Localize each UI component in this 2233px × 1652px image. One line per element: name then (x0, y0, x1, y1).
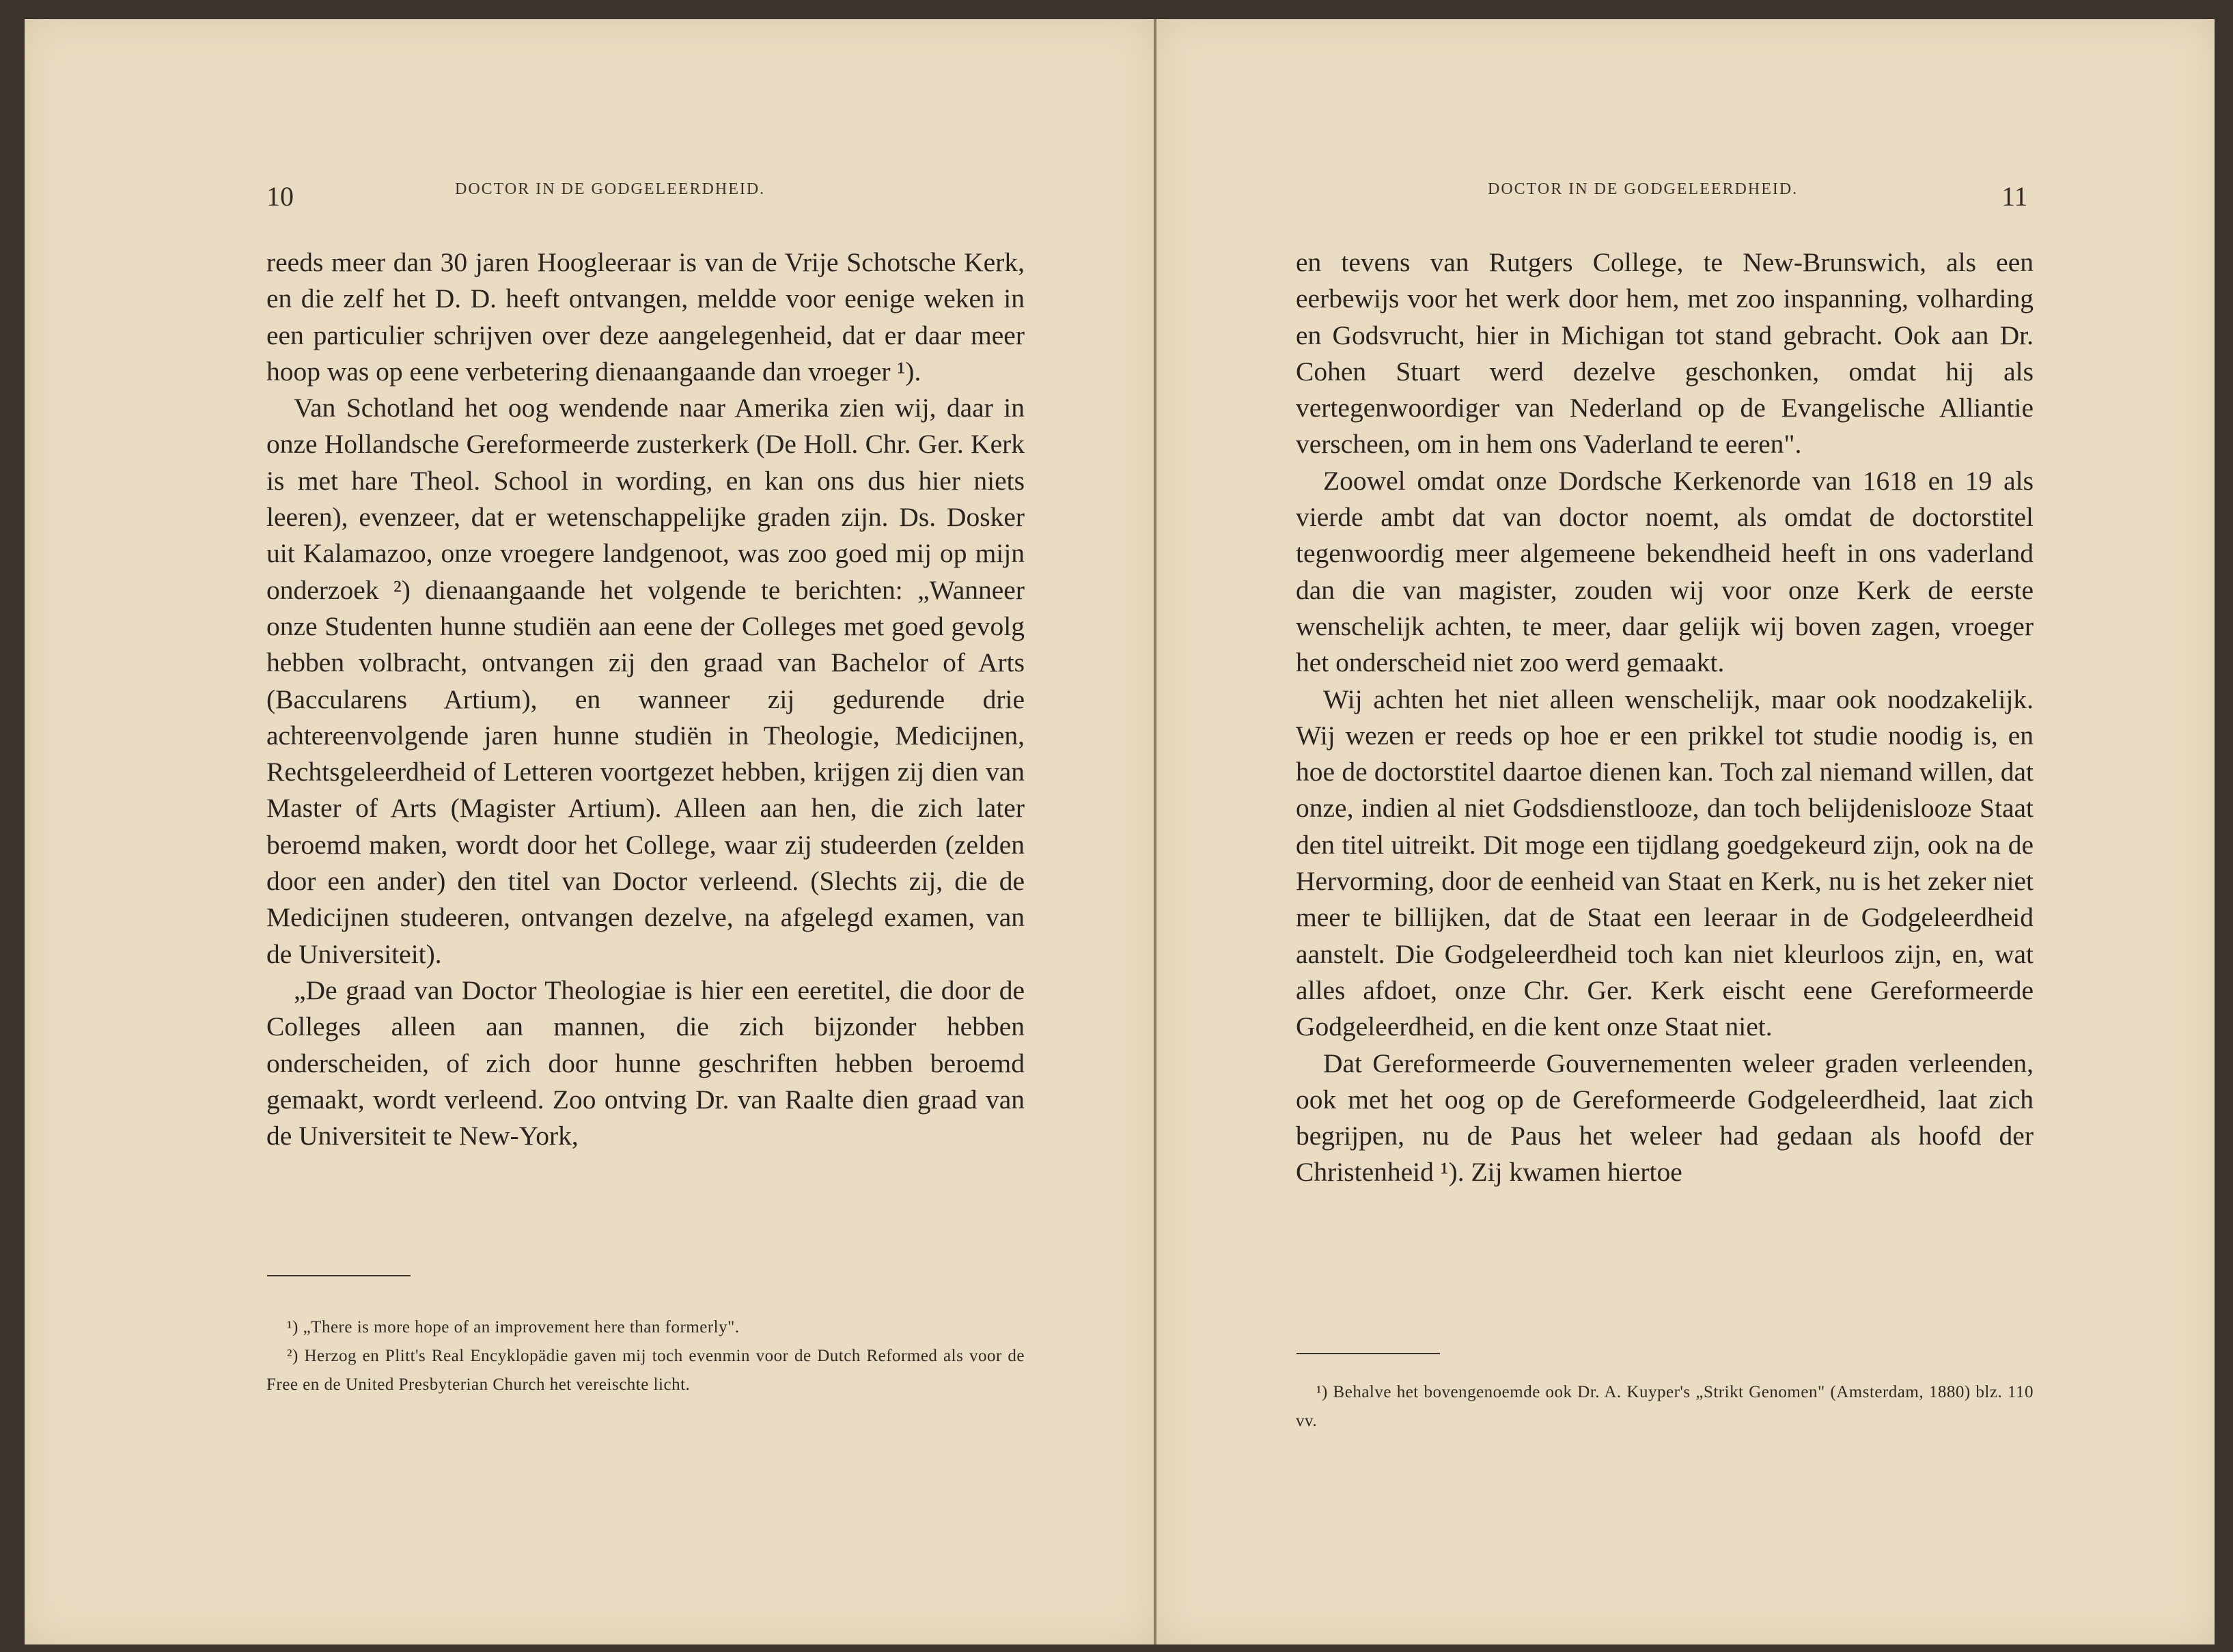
left-footnotes (266, 1313, 1025, 1399)
right-paragraph-3: Wij achten het niet alleen wenschelijk, maar ook noodzakelijk. Wij wezen er reeds op hoe er een prikkel tot studie noodig is, en hoe de doctorstitel daartoe dienen kan. Toch zal niemand willen, dat onze, indien al niet Godsdienstlooze, dan toch belijdenislooze Staat den titel uitreikt. Dit moge een tijdlang goedgekeurd zijn, ook na de Hervorming, door de eenheid van Staat en Kerk, nu is het zeker niet meer te billijken, dat de Staat een leeraar in de Godgeleerdheid aanstelt. Die Godgeleerdheid toch kan niet kleurloos zijn, en, wat alles afdoet, onze Chr. Ger. Kerk eischt eene Gereformeerde Godgeleerdheid, en die kent onze Staat niet. (1296, 684, 2034, 1042)
right-page-number: 11 (2001, 181, 2028, 212)
left-running-header: DOCTOR IN DE GODGELEERDHEID. (455, 180, 766, 198)
left-paragraph-3: „De graad van Doctor Theologiae is hier een eeretitel, die door de Colleges alleen aan mannen, die zich bijzonder hebben onderscheiden, of zich door hunne geschriften hebben beroemd gemaakt, wordt verleend. Zoo ontving Dr. van Raalte dien graad van de Universiteit te New-York, (266, 975, 1025, 1151)
right-paragraph-1: en tevens van Rutgers College, te New-Brunswich, als een eerbewijs voor het werk door hem, met zoo inspanning, volharding en Godsvrucht, hier in Michigan tot stand gebracht. Ook aan Dr. Cohen Stuart werd dezelve geschonken, omdat hij als vertegenwoordiger van Nederland op de Evangelische Alliantie verscheen, om in hem ons Vaderland te eeren". (1296, 247, 2034, 460)
left-paragraph-2: Van Schotland het oog wendende naar Amerika zien wij, daar in onze Hollandsche Gereformeerde zusterkerk (De Holl. Chr. Ger. Kerk is met hare Theol. School in wording, en kan ons dus hier niets leeren), evenzeer, dat er wetenschappelijke graden zijn. Ds. Dosker uit Kalamazoo, onze vroegere landgenoot, was zoo goed mij op mijn onderzoek ²) dienaangaande het volgende te berichten: „Wanneer onze Studenten hunne studiën aan eene der Colleges met goed gevolg hebben volbracht, ontvangen zij den graad van Bachelor of Arts (Baccularens Artium), en wanneer zij gedurende drie achtereenvolgende jaren hunne studiën in Theologie, Medicijnen, Rechtsgeleerdheid of Letteren voortgezet hebben, krijgen zij dien van Master of Arts (Magister Artium). Alleen aan hen, die zich later beroemd maken, wordt door het College, waar zij studeerden (zelden door een ander) den titel van Doctor verleend. (Slechts zij, die de Medicijnen studeeren, ontvangen dezelve, na afgelegd examen, van de Universiteit). (266, 393, 1025, 969)
right-paragraph-4: Dat Gereformeerde Gouvernementen weleer graden verleenden, ook met het oog op de Gereformeerde Godgeleerdheid, laat zich begrijpen, nu de Paus het weleer had gedaan als hoofd der Christenheid ¹). Zij kwamen hiertoe (1296, 1048, 2034, 1188)
right-footnote-rule (1296, 1353, 1440, 1354)
right-body-text (1296, 244, 2034, 1191)
right-footnotes (1296, 1378, 2034, 1436)
left-paragraph-1: reeds meer dan 30 jaren Hoogleeraar is van de Vrije Schotsche Kerk, en die zelf het D. D. heeft ontvangen, meldde voor eenige weken in een particulier schrijven over deze aangelegenheid, dat er daar meer hoop was op eene verbetering dienaangaande dan vroeger ¹). (266, 247, 1025, 387)
right-page (1156, 19, 2215, 1644)
left-footnote-2: ²) Herzog en Plitt's Real Encyklopädie gaven mij toch evenmin voor de Dutch Reformed als voor de Free en de United Presbyterian Church het vereischte licht. (266, 1347, 1025, 1394)
left-page-number: 10 (266, 181, 294, 212)
left-page (25, 19, 1156, 1644)
left-footnote-rule (267, 1275, 411, 1276)
right-paragraph-2: Zoowel omdat onze Dordsche Kerkenorde van 1618 en 19 als vierde ambt dat van doctor noemt, als omdat de doctorstitel tegenwoordig meer algemeene bekendheid heeft in ons vaderland dan die van magister, zouden wij voor onze Kerk de eerste wenschelijk achten, te meer, daar gelijk wij boven zagen, vroeger het onderscheid niet zoo werd gemaakt. (1296, 465, 2034, 678)
left-body-text (266, 244, 1025, 1154)
left-footnote-1: ¹) „There is more hope of an improvement here than formerly". (287, 1318, 740, 1336)
right-running-header: DOCTOR IN DE GODGELEERDHEID. (1488, 180, 1799, 198)
right-footnote-1: ¹) Behalve het bovengenoemde ook Dr. A. Kuyper's „Strikt Genomen" (Amsterdam, 1880) blz. 110 vv. (1296, 1383, 2034, 1430)
